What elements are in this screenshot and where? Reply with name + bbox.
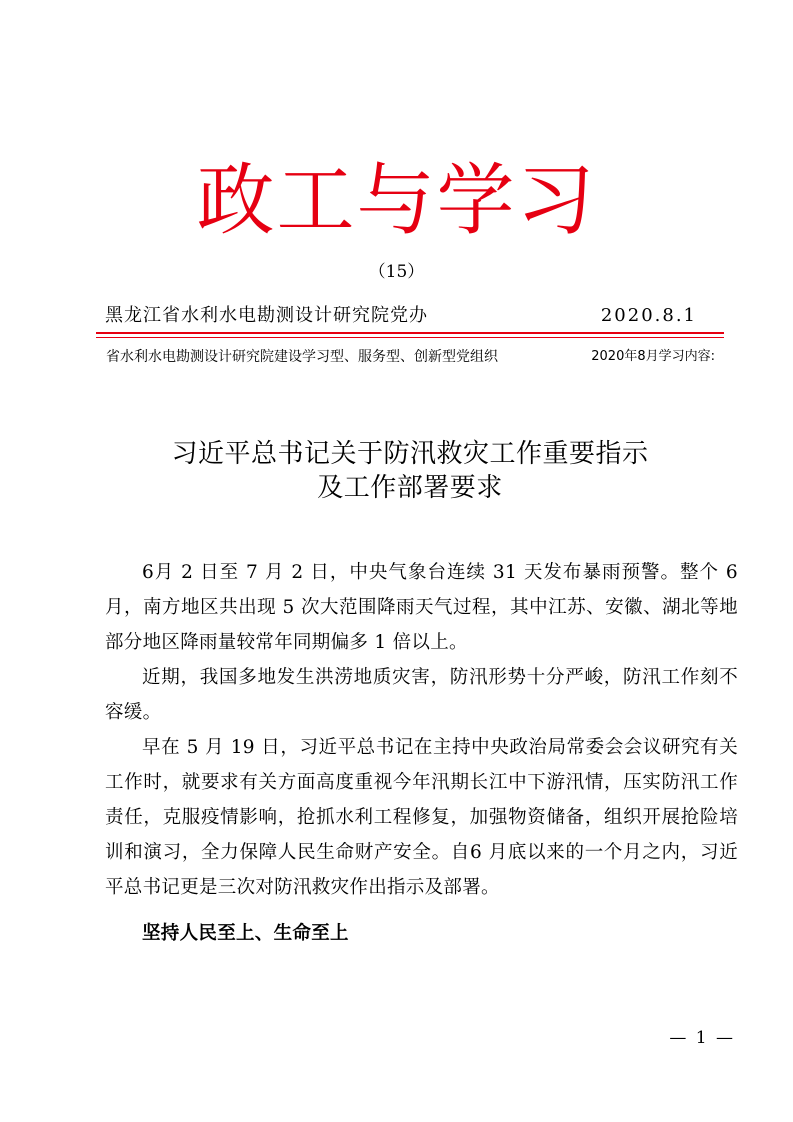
section-heading: 坚持人民至上、生命至上 xyxy=(142,923,349,944)
paragraph: 近期，我国多地发生洪涝地质灾害，防汛形势十分严峻，防汛工作刻不容缓。 xyxy=(105,667,738,723)
page-number: — 1 — xyxy=(669,1028,735,1048)
article-title-line-2: 及工作部署要求 xyxy=(317,473,503,503)
sub-organization: 省水利水电勘测设计研究院建设学习型、服务型、创新型党组织 xyxy=(106,349,498,365)
header-rule-thin xyxy=(96,337,724,338)
publisher-row xyxy=(105,303,697,329)
publisher-name: 黑龙江省水利水电勘测设计研究院党办 xyxy=(105,305,428,326)
study-content-label: 2020年8月学习内容: xyxy=(591,349,715,364)
paragraph: 早在 5 月 19 日，习近平总书记在主持中央政治局常委会会议研究有关工作时，就要求有关方面高度重视今年汛期长江中下游汛情，压实防汛工作责任，克服疫情影响，抢抓水利工程修复，加强物资储备，组织开展抢险培训和演习，全力保障人民生命财产安全。自6 月底以来的一个月之内，习近平总书记更是三次对防汛救灾作出指示及部署。 xyxy=(105,737,738,898)
issue-number: （15） xyxy=(368,262,425,282)
article-body xyxy=(105,555,738,951)
subheader-row xyxy=(106,346,715,368)
masthead-title: 政工与学习 xyxy=(196,156,597,246)
paragraph: 6月 2 日至 7 月 2 日，中央气象台连续 31 天发布暴雨预警。整个 6 月，南方地区共出现 5 次大范围降雨天气过程，其中江苏、安徽、湖北等地部分地区降雨量较常年同期偏多 1 倍以上。 xyxy=(105,562,738,653)
header-rule-thick xyxy=(96,332,724,334)
article-title-line-1: 习近平总书记关于防汛救灾工作重要指示 xyxy=(171,439,649,469)
article-title xyxy=(60,437,760,505)
publish-date: 2020.8.1 xyxy=(600,305,697,326)
